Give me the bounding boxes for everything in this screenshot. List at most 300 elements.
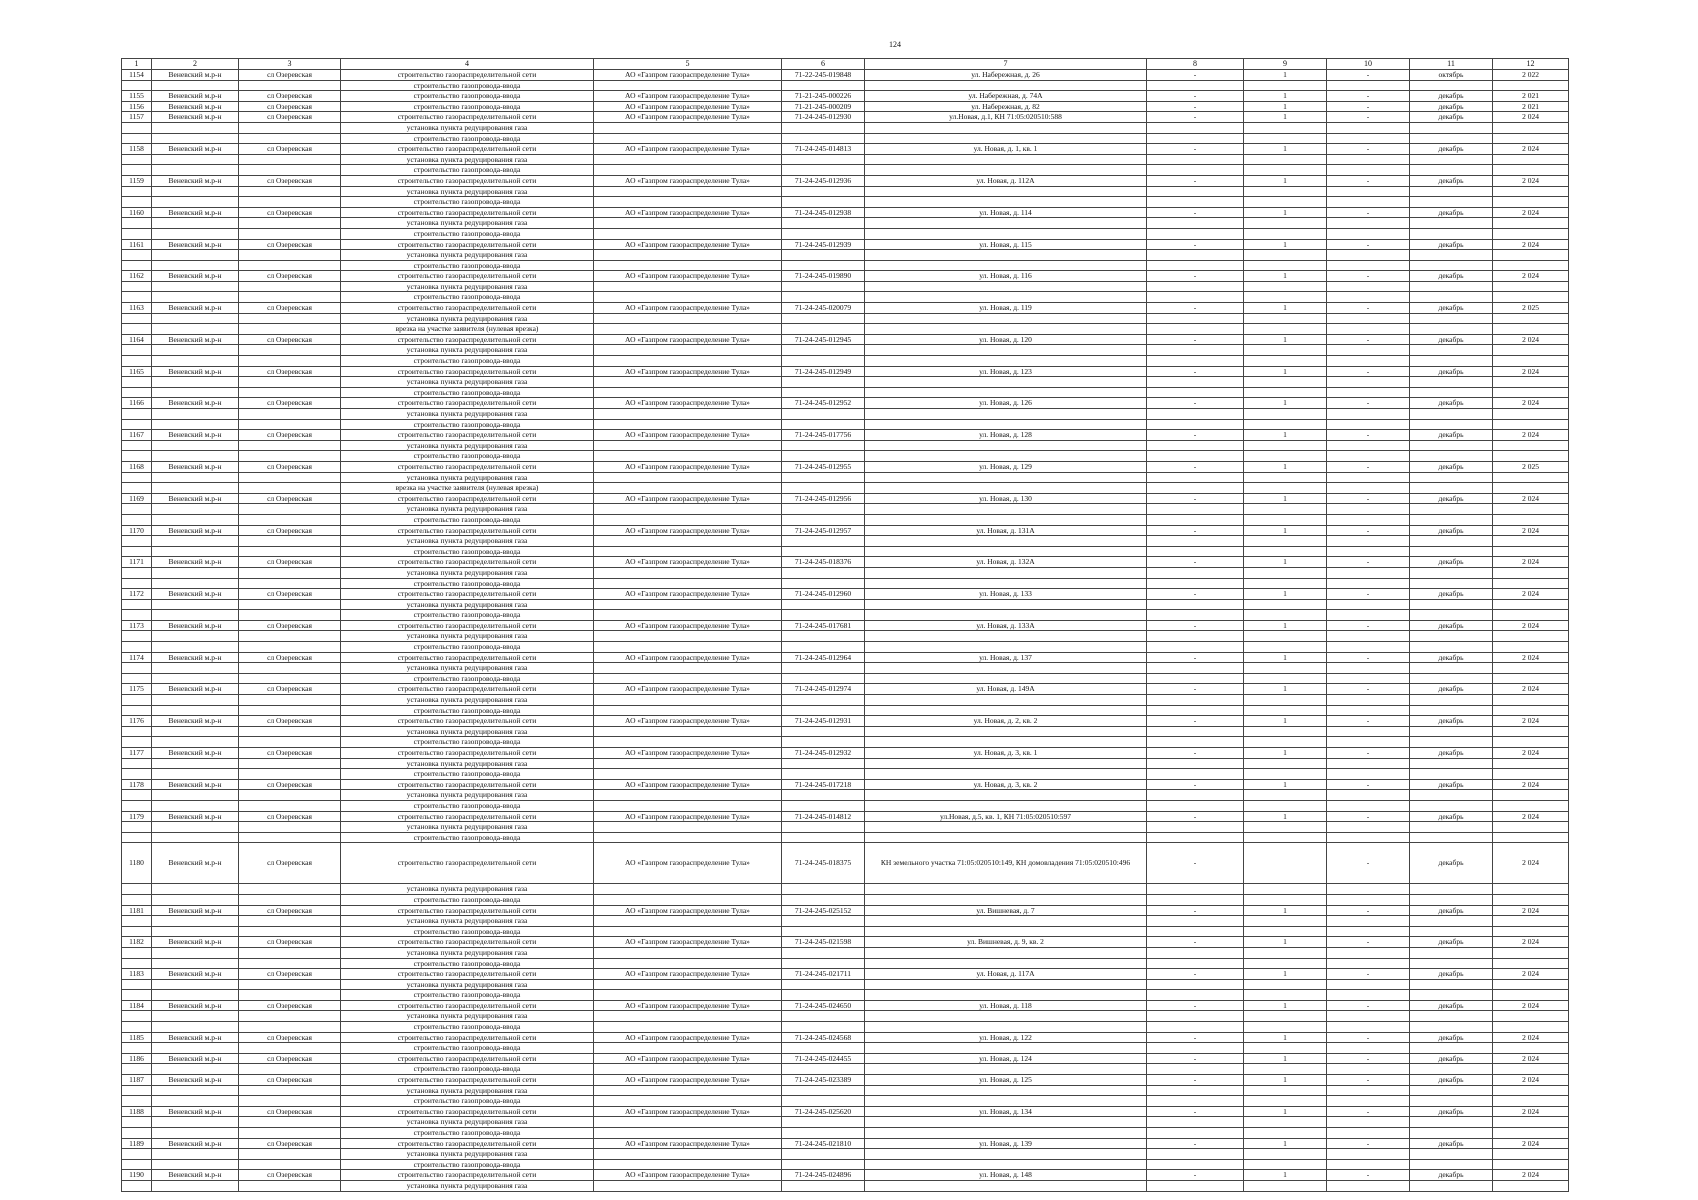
col10-cell: - xyxy=(1327,207,1410,218)
empty-cell xyxy=(1147,313,1244,324)
application-number-cell: 71-24-245-012960 xyxy=(782,589,865,600)
work-type-cell: строительство газораспределительной сети xyxy=(341,334,594,345)
empty-cell xyxy=(1410,377,1493,388)
empty-cell xyxy=(1493,642,1569,653)
empty-cell xyxy=(782,1117,865,1128)
empty-cell xyxy=(782,1149,865,1160)
empty-cell xyxy=(1410,154,1493,165)
table-row xyxy=(122,1106,1569,1117)
empty-cell xyxy=(865,260,1147,271)
empty-cell xyxy=(1147,578,1244,589)
empty-cell xyxy=(1147,292,1244,303)
settlement-cell: сл Озеревская xyxy=(239,969,341,980)
empty-cell xyxy=(1327,250,1410,261)
empty-cell xyxy=(1493,695,1569,706)
work-subrow xyxy=(122,440,1569,451)
empty-cell xyxy=(782,1064,865,1075)
empty-cell xyxy=(1410,218,1493,229)
empty-cell xyxy=(1327,1085,1410,1096)
address-cell: ул. Набережная, д. 82 xyxy=(865,101,1147,112)
work-subrow xyxy=(122,1064,1569,1075)
empty-cell xyxy=(1410,958,1493,969)
col8-cell: - xyxy=(1147,811,1244,822)
work-type-cell: строительство газораспределительной сети xyxy=(341,144,594,155)
address-cell: ул. Вишневая, д. 7 xyxy=(865,905,1147,916)
col9-cell: 1 xyxy=(1244,684,1327,695)
organization-cell: АО «Газпром газораспределение Тула» xyxy=(594,175,782,186)
application-number-cell: 71-24-245-014812 xyxy=(782,811,865,822)
organization-cell: АО «Газпром газораспределение Тула» xyxy=(594,70,782,81)
empty-cell xyxy=(782,769,865,780)
work-type-cell: строительство газораспределительной сети xyxy=(341,652,594,663)
work-type-cell: строительство газораспределительной сети xyxy=(341,271,594,282)
empty-cell xyxy=(1493,737,1569,748)
empty-cell xyxy=(152,599,239,610)
empty-cell xyxy=(1493,356,1569,367)
district-cell: Веневский м.р-н xyxy=(152,1000,239,1011)
address-cell: ул. Новая, д. 148 xyxy=(865,1170,1147,1181)
empty-cell xyxy=(1493,122,1569,133)
work-subrow xyxy=(122,409,1569,420)
empty-cell xyxy=(865,451,1147,462)
application-number-cell: 71-24-245-012949 xyxy=(782,366,865,377)
empty-cell xyxy=(782,705,865,716)
empty-cell xyxy=(1244,631,1327,642)
empty-cell xyxy=(594,122,782,133)
empty-cell xyxy=(865,916,1147,927)
empty-cell xyxy=(122,726,152,737)
empty-cell xyxy=(1147,1043,1244,1054)
empty-cell xyxy=(1493,218,1569,229)
empty-cell xyxy=(1147,800,1244,811)
application-number-cell: 71-24-245-023389 xyxy=(782,1075,865,1086)
empty-cell xyxy=(865,567,1147,578)
empty-cell xyxy=(594,610,782,621)
empty-cell xyxy=(239,387,341,398)
month-cell: декабрь xyxy=(1410,589,1493,600)
address-cell: ул. Новая, д. 3, кв. 2 xyxy=(865,779,1147,790)
work-type-cell: строительство газопровода-ввода xyxy=(341,292,594,303)
empty-cell xyxy=(1493,197,1569,208)
district-cell: Веневский м.р-н xyxy=(152,430,239,441)
empty-cell xyxy=(1493,1180,1569,1191)
empty-cell xyxy=(865,409,1147,420)
settlement-cell: сл Озеревская xyxy=(239,112,341,123)
table-row xyxy=(122,271,1569,282)
organization-cell: АО «Газпром газораспределение Тула» xyxy=(594,398,782,409)
work-type-cell: строительство газопровода-ввода xyxy=(341,578,594,589)
application-number-cell: 71-24-245-012955 xyxy=(782,461,865,472)
work-subrow xyxy=(122,1011,1569,1022)
empty-cell xyxy=(1244,356,1327,367)
empty-cell xyxy=(594,758,782,769)
empty-cell xyxy=(122,345,152,356)
empty-cell xyxy=(1244,695,1327,706)
address-cell: ул. Новая, д. 1, кв. 1 xyxy=(865,144,1147,155)
district-cell: Веневский м.р-н xyxy=(152,716,239,727)
empty-cell xyxy=(1244,1117,1327,1128)
empty-cell xyxy=(1410,281,1493,292)
empty-cell xyxy=(594,1128,782,1139)
col10-cell: - xyxy=(1327,1053,1410,1064)
col9-cell: 1 xyxy=(1244,101,1327,112)
month-cell: декабрь xyxy=(1410,811,1493,822)
empty-cell xyxy=(239,313,341,324)
col10-cell: - xyxy=(1327,557,1410,568)
empty-cell xyxy=(152,769,239,780)
work-subrow xyxy=(122,1043,1569,1054)
application-number-cell: 71-24-245-017756 xyxy=(782,430,865,441)
district-cell: Веневский м.р-н xyxy=(152,175,239,186)
year-cell: 2 024 xyxy=(1493,969,1569,980)
empty-cell xyxy=(1147,451,1244,462)
work-type-cell: строительство газопровода-ввода xyxy=(341,451,594,462)
address-cell: ул. Новая, д. 124 xyxy=(865,1053,1147,1064)
empty-cell xyxy=(1244,705,1327,716)
address-cell: ул. Новая, д. 2, кв. 2 xyxy=(865,716,1147,727)
row-number: 1169 xyxy=(122,493,152,504)
empty-cell xyxy=(1493,567,1569,578)
empty-cell xyxy=(594,790,782,801)
work-type-cell: строительство газопровода-ввода xyxy=(341,165,594,176)
table-row xyxy=(122,1032,1569,1043)
empty-cell xyxy=(152,800,239,811)
empty-cell xyxy=(594,1117,782,1128)
col10-cell: - xyxy=(1327,1000,1410,1011)
work-type-cell: строительство газораспределительной сети xyxy=(341,525,594,536)
empty-cell xyxy=(1244,916,1327,927)
col9-cell: 1 xyxy=(1244,70,1327,81)
address-cell: ул. Новая, д. 134 xyxy=(865,1106,1147,1117)
settlement-cell: сл Озеревская xyxy=(239,684,341,695)
col8-cell: - xyxy=(1147,144,1244,155)
month-cell: декабрь xyxy=(1410,101,1493,112)
year-cell: 2 024 xyxy=(1493,716,1569,727)
col8-cell: - xyxy=(1147,461,1244,472)
empty-cell xyxy=(594,737,782,748)
empty-cell xyxy=(594,197,782,208)
row-number: 1160 xyxy=(122,207,152,218)
work-subrow xyxy=(122,250,1569,261)
empty-cell xyxy=(782,377,865,388)
empty-cell xyxy=(865,758,1147,769)
application-number-cell: 71-24-245-019890 xyxy=(782,271,865,282)
empty-cell xyxy=(1410,1128,1493,1139)
district-cell: Веневский м.р-н xyxy=(152,461,239,472)
address-cell: ул. Новая, д. 117А xyxy=(865,969,1147,980)
empty-cell xyxy=(1493,769,1569,780)
work-type-cell: строительство газораспределительной сети xyxy=(341,461,594,472)
empty-cell xyxy=(782,387,865,398)
empty-cell xyxy=(152,345,239,356)
table-row xyxy=(122,525,1569,536)
empty-cell xyxy=(1147,1117,1244,1128)
empty-cell xyxy=(865,947,1147,958)
empty-cell xyxy=(1244,758,1327,769)
empty-cell xyxy=(1493,884,1569,895)
empty-cell xyxy=(152,631,239,642)
work-subrow xyxy=(122,228,1569,239)
empty-cell xyxy=(1493,1117,1569,1128)
month-cell: декабрь xyxy=(1410,1032,1493,1043)
application-number-cell: 71-24-245-021711 xyxy=(782,969,865,980)
col10-cell: - xyxy=(1327,937,1410,948)
address-cell: ул. Новая, д. 116 xyxy=(865,271,1147,282)
empty-cell xyxy=(865,1149,1147,1160)
row-number: 1156 xyxy=(122,101,152,112)
work-type-cell: строительство газопровода-ввода xyxy=(341,958,594,969)
empty-cell xyxy=(1410,1064,1493,1075)
work-type-cell: строительство газораспределительной сети xyxy=(341,303,594,314)
empty-cell xyxy=(1147,1149,1244,1160)
empty-cell xyxy=(782,1011,865,1022)
empty-cell xyxy=(239,673,341,684)
col10-cell: - xyxy=(1327,144,1410,155)
month-cell: декабрь xyxy=(1410,1138,1493,1149)
empty-cell xyxy=(782,947,865,958)
col10-cell: - xyxy=(1327,589,1410,600)
col8-cell: - xyxy=(1147,905,1244,916)
empty-cell xyxy=(1244,546,1327,557)
month-cell: декабрь xyxy=(1410,1053,1493,1064)
empty-cell xyxy=(1327,260,1410,271)
empty-cell xyxy=(1327,133,1410,144)
col10-cell: - xyxy=(1327,1075,1410,1086)
table-row xyxy=(122,101,1569,112)
work-subrow xyxy=(122,1117,1569,1128)
district-cell: Веневский м.р-н xyxy=(152,112,239,123)
settlement-cell: сл Озеревская xyxy=(239,461,341,472)
empty-cell xyxy=(1327,356,1410,367)
empty-cell xyxy=(1244,790,1327,801)
work-type-cell: строительство газопровода-ввода xyxy=(341,514,594,525)
col10-cell: - xyxy=(1327,239,1410,250)
empty-cell xyxy=(1147,990,1244,1001)
empty-cell xyxy=(239,958,341,969)
empty-cell xyxy=(1147,1128,1244,1139)
col9-cell: 1 xyxy=(1244,303,1327,314)
empty-cell xyxy=(1493,599,1569,610)
empty-cell xyxy=(782,599,865,610)
empty-cell xyxy=(1493,165,1569,176)
col9-cell: 1 xyxy=(1244,652,1327,663)
col8-cell: - xyxy=(1147,557,1244,568)
work-subrow xyxy=(122,822,1569,833)
empty-cell xyxy=(122,642,152,653)
empty-cell xyxy=(152,419,239,430)
empty-cell xyxy=(1493,504,1569,515)
empty-cell xyxy=(122,1096,152,1107)
empty-cell xyxy=(594,578,782,589)
empty-cell xyxy=(865,894,1147,905)
empty-cell xyxy=(239,356,341,367)
empty-cell xyxy=(1244,1064,1327,1075)
empty-cell xyxy=(239,218,341,229)
empty-cell xyxy=(152,958,239,969)
organization-cell: АО «Газпром газораспределение Тула» xyxy=(594,493,782,504)
empty-cell xyxy=(594,546,782,557)
district-cell: Веневский м.р-н xyxy=(152,779,239,790)
empty-cell xyxy=(865,387,1147,398)
empty-cell xyxy=(1147,228,1244,239)
empty-cell xyxy=(594,663,782,674)
month-cell: декабрь xyxy=(1410,175,1493,186)
organization-cell: АО «Газпром газораспределение Тула» xyxy=(594,525,782,536)
application-number-cell: 71-24-245-024568 xyxy=(782,1032,865,1043)
empty-cell xyxy=(1410,884,1493,895)
empty-cell xyxy=(1244,387,1327,398)
empty-cell xyxy=(782,926,865,937)
empty-cell xyxy=(782,631,865,642)
empty-cell xyxy=(594,504,782,515)
col9-cell: 1 xyxy=(1244,239,1327,250)
work-type-cell: строительство газораспределительной сети xyxy=(341,1106,594,1117)
year-cell: 2 024 xyxy=(1493,334,1569,345)
empty-cell xyxy=(782,419,865,430)
col9-cell: 1 xyxy=(1244,144,1327,155)
empty-cell xyxy=(865,1064,1147,1075)
row-number: 1157 xyxy=(122,112,152,123)
empty-cell xyxy=(1410,947,1493,958)
district-cell: Веневский м.р-н xyxy=(152,557,239,568)
empty-cell xyxy=(152,122,239,133)
empty-cell xyxy=(1147,165,1244,176)
empty-cell xyxy=(1327,504,1410,515)
empty-cell xyxy=(1244,409,1327,420)
empty-cell xyxy=(122,292,152,303)
empty-cell xyxy=(152,822,239,833)
column-header: 6 xyxy=(782,59,865,70)
empty-cell xyxy=(594,958,782,969)
application-number-cell: 71-24-245-020079 xyxy=(782,303,865,314)
empty-cell xyxy=(1493,578,1569,589)
empty-cell xyxy=(152,758,239,769)
address-cell: ул. Новая, д. 3, кв. 1 xyxy=(865,748,1147,759)
settlement-cell: сл Озеревская xyxy=(239,430,341,441)
district-cell: Веневский м.р-н xyxy=(152,843,239,884)
col8-cell: - xyxy=(1147,620,1244,631)
empty-cell xyxy=(865,800,1147,811)
month-cell: декабрь xyxy=(1410,1106,1493,1117)
empty-cell xyxy=(1147,758,1244,769)
col9-cell: 1 xyxy=(1244,334,1327,345)
work-type-cell: установка пункта редуцирования газа xyxy=(341,122,594,133)
empty-cell xyxy=(1244,926,1327,937)
month-cell: декабрь xyxy=(1410,271,1493,282)
empty-cell xyxy=(122,884,152,895)
month-cell: декабрь xyxy=(1410,239,1493,250)
empty-cell xyxy=(122,387,152,398)
work-type-cell: строительство газопровода-ввода xyxy=(341,926,594,937)
col8-cell: - xyxy=(1147,1000,1244,1011)
work-type-cell: врезка на участке заявителя (нулевая врезка) xyxy=(341,324,594,335)
empty-cell xyxy=(152,472,239,483)
col8-cell: - xyxy=(1147,1170,1244,1181)
empty-cell xyxy=(1493,186,1569,197)
empty-cell xyxy=(152,514,239,525)
row-number: 1187 xyxy=(122,1075,152,1086)
application-number-cell: 71-24-245-012952 xyxy=(782,398,865,409)
empty-cell xyxy=(1327,958,1410,969)
empty-cell xyxy=(1244,726,1327,737)
empty-cell xyxy=(1327,631,1410,642)
empty-cell xyxy=(1244,218,1327,229)
empty-cell xyxy=(782,990,865,1001)
empty-cell xyxy=(594,1159,782,1170)
district-cell: Веневский м.р-н xyxy=(152,811,239,822)
work-subrow xyxy=(122,356,1569,367)
table-row xyxy=(122,905,1569,916)
empty-cell xyxy=(1147,642,1244,653)
empty-cell xyxy=(865,122,1147,133)
work-type-cell: строительство газораспределительной сети xyxy=(341,239,594,250)
empty-cell xyxy=(865,536,1147,547)
district-cell: Веневский м.р-н xyxy=(152,937,239,948)
empty-cell xyxy=(1493,1011,1569,1022)
empty-cell xyxy=(1244,979,1327,990)
empty-cell xyxy=(594,536,782,547)
col9-cell: 1 xyxy=(1244,461,1327,472)
empty-cell xyxy=(594,133,782,144)
work-subrow xyxy=(122,483,1569,494)
settlement-cell: сл Озеревская xyxy=(239,652,341,663)
organization-cell: АО «Газпром газораспределение Тула» xyxy=(594,937,782,948)
empty-cell xyxy=(1493,631,1569,642)
empty-cell xyxy=(1493,663,1569,674)
work-type-cell: установка пункта редуцирования газа xyxy=(341,822,594,833)
organization-cell: АО «Газпром газораспределение Тула» xyxy=(594,748,782,759)
col9-cell: 1 xyxy=(1244,1170,1327,1181)
empty-cell xyxy=(865,313,1147,324)
empty-cell xyxy=(1327,979,1410,990)
empty-cell xyxy=(1327,800,1410,811)
empty-cell xyxy=(1327,705,1410,716)
empty-cell xyxy=(782,154,865,165)
district-cell: Веневский м.р-н xyxy=(152,620,239,631)
empty-cell xyxy=(152,504,239,515)
empty-cell xyxy=(1493,536,1569,547)
application-number-cell: 71-22-245-019848 xyxy=(782,70,865,81)
empty-cell xyxy=(239,440,341,451)
empty-cell xyxy=(865,958,1147,969)
empty-cell xyxy=(1147,133,1244,144)
row-number: 1188 xyxy=(122,1106,152,1117)
empty-cell xyxy=(1493,726,1569,737)
empty-cell xyxy=(152,228,239,239)
empty-cell xyxy=(865,578,1147,589)
col10-cell: - xyxy=(1327,112,1410,123)
empty-cell xyxy=(594,1064,782,1075)
empty-cell xyxy=(1327,642,1410,653)
row-number: 1165 xyxy=(122,366,152,377)
empty-cell xyxy=(1327,419,1410,430)
empty-cell xyxy=(122,1064,152,1075)
address-cell: ул. Новая, д. 114 xyxy=(865,207,1147,218)
empty-cell xyxy=(1147,1011,1244,1022)
empty-cell xyxy=(782,80,865,91)
empty-cell xyxy=(239,345,341,356)
empty-cell xyxy=(122,451,152,462)
year-cell: 2 024 xyxy=(1493,557,1569,568)
empty-cell xyxy=(594,705,782,716)
work-subrow xyxy=(122,726,1569,737)
empty-cell xyxy=(1410,894,1493,905)
empty-cell xyxy=(1147,514,1244,525)
table-row xyxy=(122,811,1569,822)
work-type-cell: строительство газораспределительной сети xyxy=(341,1053,594,1064)
organization-cell: АО «Газпром газораспределение Тула» xyxy=(594,239,782,250)
empty-cell xyxy=(594,281,782,292)
